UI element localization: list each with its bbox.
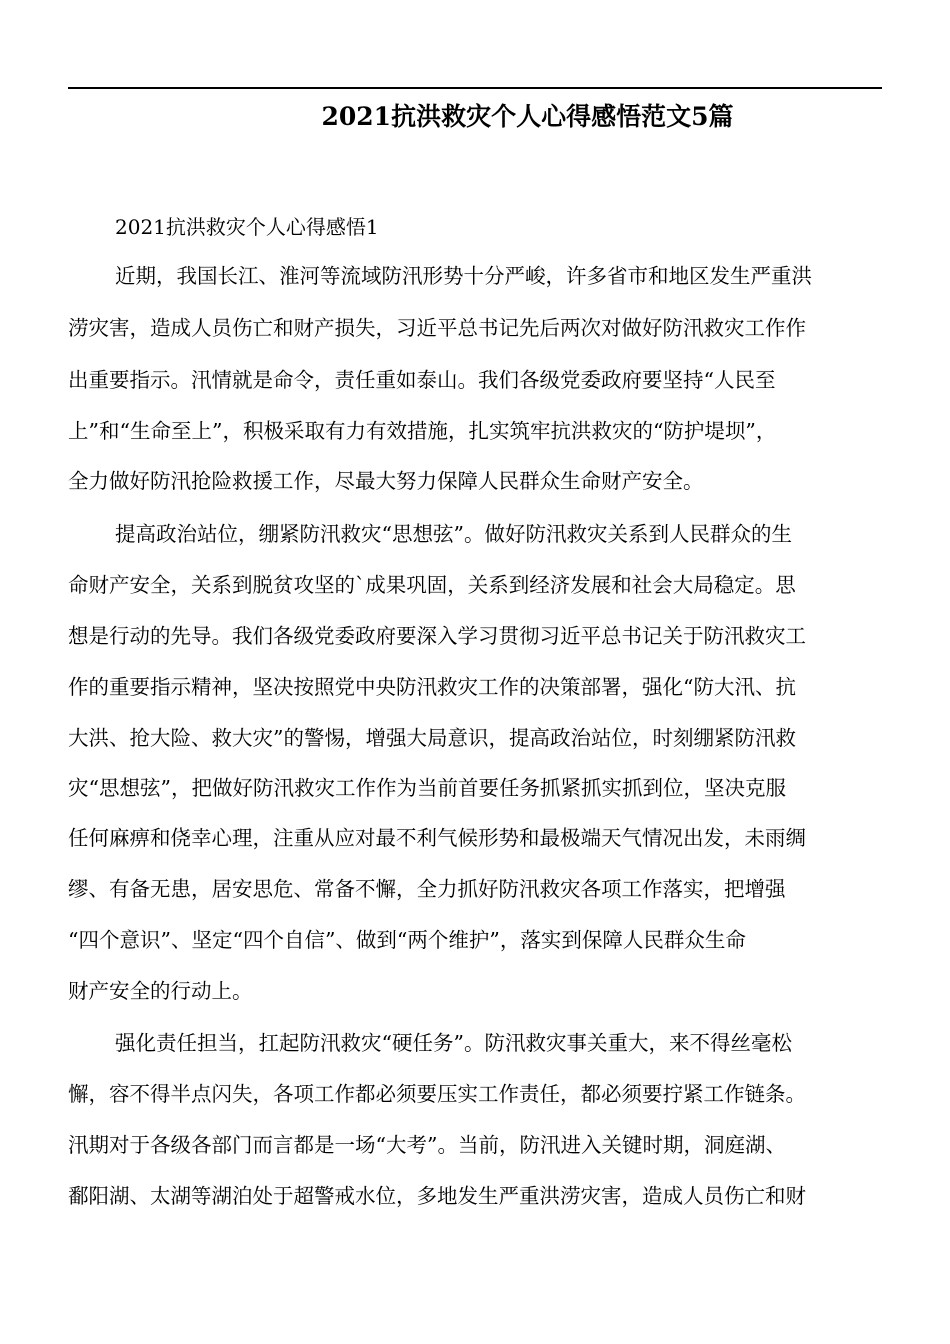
- paragraph-line: 涝灾害，造成人员伤亡和财产损失，习近平总书记先后两次对做好防汛救灾工作作: [68, 316, 806, 340]
- paragraph-line: 近期，我国长江、淮河等流域防汛形势十分严峻，许多省市和地区发生严重洪: [115, 264, 812, 288]
- paragraph-line: 作的重要指示精神，坚决按照党中央防汛救灾工作的决策部署，强化“防大汛、抗: [68, 675, 796, 699]
- header-rule: [68, 87, 882, 89]
- paragraph-line: 任何麻痹和侥幸心理，注重从应对最不利气候形势和最极端天气情况出发，未雨绸: [68, 826, 806, 850]
- paragraph-line: 全力做好防汛抢险救援工作，尽最大努力保障人民群众生命财产安全。: [68, 469, 704, 493]
- paragraph-line: 财产安全的行动上。: [68, 979, 253, 1003]
- paragraph-line: 提高政治站位，绷紧防汛救灾“思想弦”。做好防汛救灾关系到人民群众的生: [115, 522, 792, 546]
- paragraph-line: 大洪、抢大险、救大灾”的警惕，增强大局意识，提高政治站位，时刻绷紧防汛救: [68, 726, 796, 750]
- paragraph-line: 命财产安全，关系到脱贫攻坚的`成果巩固，关系到经济发展和社会大局稳定。思: [68, 573, 796, 597]
- paragraph-line: 缪、有备无患，居安思危、常备不懈，全力抓好防汛救灾各项工作落实，把增强: [68, 877, 786, 901]
- paragraph-line: 懈，容不得半点闪失，各项工作都必须要压实工作责任，都必须要拧紧工作链条。: [68, 1082, 806, 1106]
- paragraph-line: 汛期对于各级各部门而言都是一场“大考”。当前，防汛进入关键时期，洞庭湖、: [68, 1133, 786, 1157]
- paragraph-line: 出重要指示。汛情就是命令，责任重如泰山。我们各级党委政府要坚持“人民至: [68, 368, 776, 392]
- paragraph-line: 灾“思想弦”，把做好防汛救灾工作作为当前首要任务抓紧抓实抓到位，坚决克服: [68, 776, 786, 800]
- paragraph-line: 想是行动的先导。我们各级党委政府要深入学习贯彻习近平总书记关于防汛救灾工: [68, 624, 806, 648]
- paragraph-line: 鄱阳湖、太湖等湖泊处于超警戒水位，多地发生严重洪涝灾害，造成人员伤亡和财: [68, 1184, 806, 1208]
- paragraph-line: 上”和“生命至上”，积极采取有力有效措施，扎实筑牢抗洪救灾的“防护堤坝”，: [68, 419, 777, 443]
- paragraph-line: 强化责任担当，扛起防汛救灾“硬任务”。防汛救灾事关重大，来不得丝毫松: [115, 1031, 792, 1055]
- section-heading: 2021抗洪救灾个人心得感悟1: [115, 215, 379, 239]
- document-title: 2021抗洪救灾个人心得感悟范文5篇: [321, 102, 734, 131]
- paragraph-line: “四个意识”、坚定“四个自信”、做到“两个维护”，落实到保障人民群众生命: [68, 928, 746, 952]
